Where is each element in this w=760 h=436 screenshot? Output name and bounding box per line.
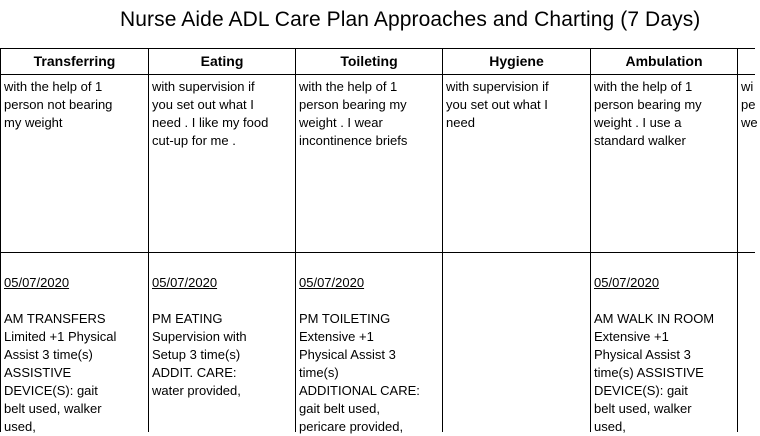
charting-entry: PM TOILETING Extensive +1 Physical Assist 3 time(s) ADDITIONAL CARE: gait belt used, pericare provided,: [299, 311, 420, 434]
approach-eating: with supervision if you set out what I need . I like my food cut-up for me .: [152, 79, 269, 148]
charting-entry: PM EATING Supervision with Setup 3 time(s) ADDIT. CARE: water provided,: [152, 311, 247, 398]
charting-date: 05/07/2020: [594, 275, 660, 290]
charting-date: 05/07/2020: [4, 275, 70, 290]
header-ambulation: Ambulation: [625, 53, 703, 69]
charting-hygiene: [446, 256, 589, 310]
header-toileting: Toileting: [340, 53, 398, 69]
page-title: Nurse Aide ADL Care Plan Approaches and Charting (7 Days): [120, 8, 701, 31]
column-border: [0, 48, 1, 432]
approach-ambulation: with the help of 1 person bearing my weight . I use a standard walker: [594, 79, 702, 148]
header-transferring: Transferring: [33, 53, 116, 69]
adl-care-plan-table: [0, 48, 758, 434]
charting-ambulation: [594, 256, 736, 436]
column-border: [295, 48, 296, 432]
column-border: [148, 48, 149, 432]
row-divider: [0, 252, 755, 253]
header-divider: [0, 74, 755, 75]
charting-eating: [152, 256, 294, 400]
column-border: [590, 48, 591, 432]
approach-transferring: with the help of 1 person not bearing my weight: [4, 79, 113, 130]
approach-toileting: with the help of 1 person bearing my weight . I wear incontinence briefs: [299, 79, 408, 148]
header-eating: Eating: [200, 53, 244, 69]
column-border: [737, 48, 738, 432]
column-border: [442, 48, 443, 432]
approach-hygiene: with supervision if you set out what I need: [446, 79, 549, 130]
charting-entry: AM WALK IN ROOM Extensive +1 Physical Assist 3 time(s) ASSISTIVE DEVICE(S): gait belt used, walker used,: [594, 311, 715, 434]
charting-date: 05/07/2020: [299, 275, 365, 290]
charting-date: 05/07/2020: [152, 275, 218, 290]
charting-transferring: [4, 256, 147, 436]
charting-toileting: [299, 256, 441, 436]
charting-entry: AM TRANSFERS Limited +1 Physical Assist 3 time(s) ASSISTIVE DEVICE(S): gait belt used, walker used,: [4, 311, 117, 434]
header-hygiene: Hygiene: [489, 53, 544, 69]
approach-cut-off-column: wi pe we: [741, 79, 758, 130]
